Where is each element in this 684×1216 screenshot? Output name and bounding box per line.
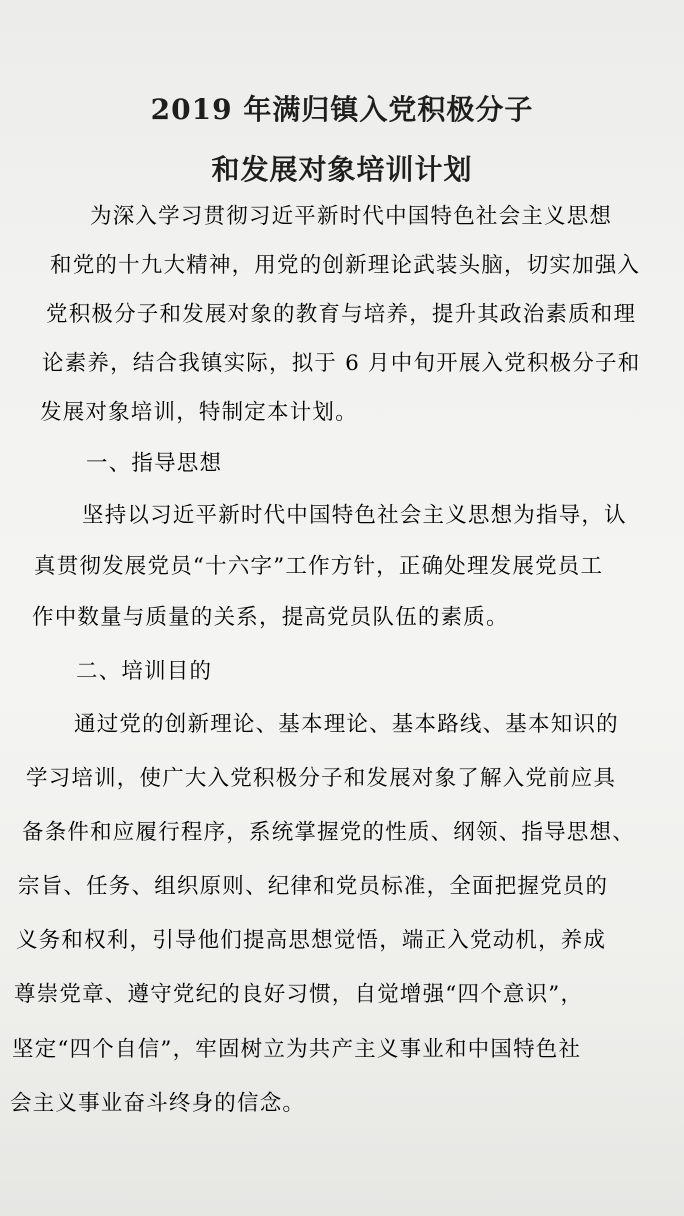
paragraph-3-line: 宗旨、任务、组织原则、纪律和党员标准，全面把握党员的 [18, 874, 609, 899]
paragraph-3-line: 尊崇党章、遵守党纪的良好习惯，自觉增强“四个意识”， [14, 982, 584, 1007]
section-heading-guiding-ideology: 一、指导思想 [86, 451, 223, 476]
paragraph-1-line: 发展对象培训，特制定本计划。 [40, 400, 358, 425]
paragraph-1-line: 论素养，结合我镇实际，拟于 6 月中旬开展入党积极分子和 [42, 351, 641, 376]
paragraph-3-line: 坚定“四个自信”，牢固树立为共产主义事业和中国特色社 [12, 1037, 582, 1062]
paragraph-3-line: 通过党的创新理论、基本理论、基本路线、基本知识的 [74, 712, 619, 737]
paragraph-2-line: 坚持以习近平新时代中国特色社会主义思想为指导，认 [82, 503, 627, 528]
paragraph-2-line: 作中数量与质量的关系，提高党员队伍的素质。 [32, 605, 509, 630]
paragraph-3-line: 备条件和应履行程序，系统掌握党的性质、纲领、指导思想、 [22, 820, 635, 845]
paragraph-3-line: 义务和权利，引导他们提高思想觉悟，端正入党动机，养成 [16, 928, 607, 953]
section-heading-training-purpose: 二、培训目的 [76, 659, 213, 684]
document-title-line-2: 和发展对象培训计划 [211, 153, 473, 186]
document-title-line-1: 2019 年满归镇入党积极分子 [150, 93, 534, 126]
paragraph-1-line: 和党的十九大精神，用党的创新理论武装头脑，切实加强入 [50, 253, 641, 278]
paragraph-2-line: 真贯彻发展党员“十六字”工作方针，正确处理发展党员工 [34, 554, 604, 579]
paragraph-3-line: 学习培训，使广大入党积极分子和发展对象了解入党前应具 [26, 766, 617, 791]
paragraph-1-line: 为深入学习贯彻习近平新时代中国特色社会主义思想 [90, 204, 613, 229]
paragraph-3-line: 会主义事业奋斗终身的信念。 [10, 1091, 306, 1116]
paragraph-1-line: 党积极分子和发展对象的教育与培养，提升其政治素质和理 [46, 302, 637, 327]
